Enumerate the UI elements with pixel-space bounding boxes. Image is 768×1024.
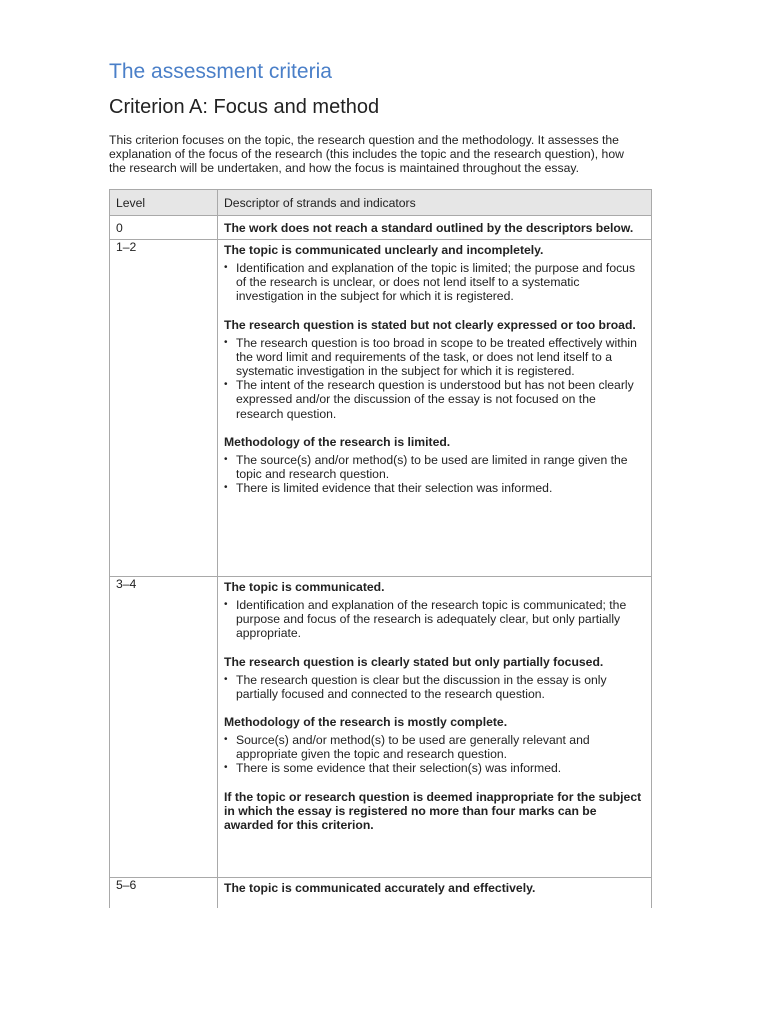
bullet-icon: • <box>224 482 228 494</box>
indicator-list <box>224 336 645 421</box>
strand-heading: The research question is stated but not clearly expressed or too broad. <box>224 317 636 332</box>
descriptor-cell <box>218 878 652 909</box>
strand-block <box>224 304 645 421</box>
descriptor-statement: The work does not reach a standard outlined by the descriptors below. <box>224 220 634 235</box>
indicator-text: There is limited evidence that their selection was informed. <box>236 481 553 496</box>
table-row <box>110 216 652 240</box>
indicator-text: Identification and explanation of the research topic is communicated; the purpose and focus of the research is adequately clear, but only partially appropriate. <box>236 598 627 641</box>
list-item <box>224 598 645 641</box>
list-item <box>224 378 645 421</box>
level-cell: 5–6 <box>110 878 218 909</box>
descriptor-column-header: Descriptor of strands and indicators <box>218 190 652 216</box>
list-item <box>224 261 645 304</box>
bullet-icon: • <box>224 734 228 746</box>
bullet-icon: • <box>224 379 228 391</box>
strand-block <box>224 878 645 896</box>
strand-block <box>224 577 645 641</box>
strand-block <box>224 421 645 496</box>
list-item <box>224 673 645 701</box>
indicator-text: The research question is clear but the discussion in the essay is only partially focused and connected to the research question. <box>236 672 607 701</box>
section-title: The assessment criteria <box>109 60 332 83</box>
indicator-text: Identification and explanation of the topic is limited; the purpose and focus of the research is unclear, or does not lend itself to a systematic investigation in the subject for which it is registered. <box>236 261 636 304</box>
table-row <box>110 878 652 909</box>
level-column-header: Level <box>110 190 218 216</box>
level-cell: 1–2 <box>110 240 218 577</box>
list-item <box>224 733 645 761</box>
bullet-icon: • <box>224 336 228 348</box>
list-item <box>224 761 645 775</box>
strand-block <box>224 641 645 701</box>
indicator-list <box>224 733 645 776</box>
bullet-icon: • <box>224 453 228 465</box>
intro-paragraph: This criterion focuses on the topic, the research question and the methodology. It assesses the explanation of the focus of the research (this includes the topic and the research question), how the research will be undertaken, and how the focus is maintained throughout the essay. <box>109 133 624 175</box>
criteria-table <box>109 189 652 908</box>
indicator-text: The source(s) and/or method(s) to be used are limited in range given the topic and research question. <box>236 452 628 482</box>
indicator-text: The intent of the research question is understood but has not been clearly expressed and/or the discussion of the essay is not focused on the research question. <box>236 378 634 421</box>
strand-heading: The topic is communicated accurately and effectively. <box>224 881 536 895</box>
table-header-row <box>110 190 652 216</box>
bullet-icon: • <box>224 599 228 610</box>
descriptor-cell <box>218 216 652 240</box>
criterion-note: If the topic or research question is deemed inappropriate for the subject in which the essay is registered no more than four marks can be awarded for this criterion. <box>224 789 642 832</box>
descriptor-cell <box>218 577 652 878</box>
strand-block <box>224 240 645 304</box>
strand-heading: The topic is communicated unclearly and incompletely. <box>224 243 544 257</box>
criterion-title: Criterion A: Focus and method <box>109 96 380 118</box>
bullet-icon: • <box>224 762 228 774</box>
bullet-icon: • <box>224 262 228 273</box>
list-item <box>224 453 645 481</box>
level-cell: 0 <box>110 216 218 240</box>
list-item <box>224 336 645 379</box>
strand-heading: The topic is communicated. <box>224 580 385 594</box>
indicator-text: Source(s) and/or method(s) to be used are generally relevant and appropriate given the topic and research question. <box>236 733 590 762</box>
indicator-list <box>224 673 645 701</box>
strand-heading: Methodology of the research is limited. <box>224 434 451 449</box>
table-row <box>110 577 652 878</box>
table-row <box>110 240 652 577</box>
indicator-list <box>224 261 645 304</box>
strand-block <box>224 701 645 776</box>
indicator-text: The research question is too broad in scope to be treated effectively within the word limit and requirements of the task, or does not lend itself to a systematic investigation in the subject for which it is registered. <box>236 335 637 379</box>
indicator-list <box>224 598 645 641</box>
strand-heading: Methodology of the research is mostly complete. <box>224 715 508 730</box>
indicator-list <box>224 453 645 496</box>
bullet-icon: • <box>224 673 228 685</box>
list-item <box>224 481 645 495</box>
level-cell: 3–4 <box>110 577 218 878</box>
descriptor-cell <box>218 240 652 577</box>
strand-heading: The research question is clearly stated but only partially focused. <box>224 654 604 669</box>
indicator-text: There is some evidence that their selection(s) was informed. <box>236 761 562 776</box>
